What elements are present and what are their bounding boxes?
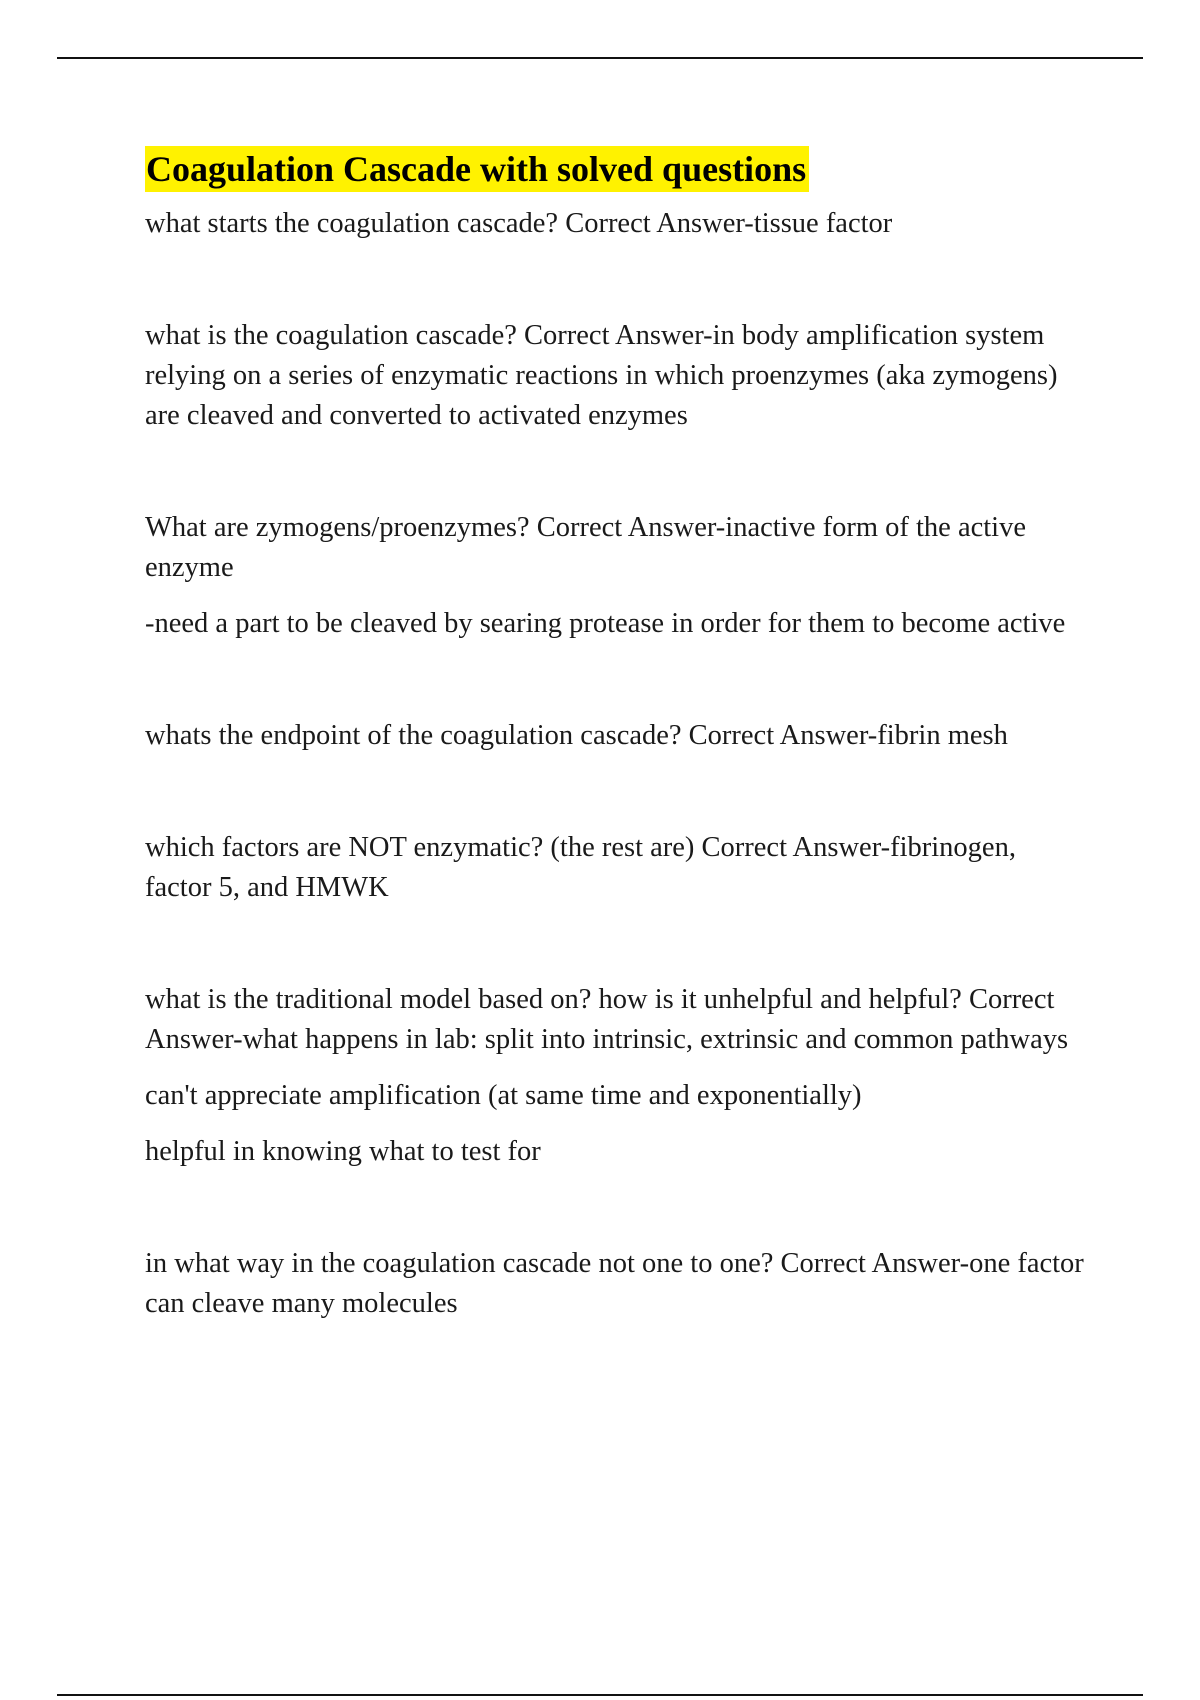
qa-note: can't appreciate amplification (at same time and exponentially) bbox=[145, 1080, 862, 1111]
qa-item bbox=[145, 1244, 1085, 1324]
qa-item bbox=[145, 828, 1085, 908]
qa-text: which factors are NOT enzymatic? (the rest are) Correct Answer-fibrinogen, factor 5, and HMWK bbox=[145, 832, 1016, 903]
qa-text: What are zymogens/proenzymes? Correct Answer-inactive form of the active enzyme bbox=[145, 512, 1026, 583]
qa-text: in what way in the coagulation cascade not one to one? Correct Answer-one factor can cleave many molecules bbox=[145, 1248, 1084, 1319]
top-rule bbox=[57, 57, 1143, 59]
qa-text: what is the coagulation cascade? Correct Answer-in body amplification system relying on a series of enzymatic reactions in which proenzymes (aka zymogens) are cleaved and converted to activated enzymes bbox=[145, 320, 1058, 431]
qa-text: whats the endpoint of the coagulation cascade? Correct Answer-fibrin mesh bbox=[145, 720, 1008, 751]
bottom-rule bbox=[57, 1694, 1143, 1696]
qa-note: -need a part to be cleaved by searing protease in order for them to become active bbox=[145, 608, 1066, 639]
qa-item bbox=[145, 508, 1085, 644]
document-title: Coagulation Cascade with solved questions bbox=[145, 146, 809, 192]
qa-text: what is the traditional model based on? how is it unhelpful and helpful? Correct Answer-what happens in lab: split into intrinsic, extrinsic and common pathways bbox=[145, 984, 1069, 1055]
qa-note: helpful in knowing what to test for bbox=[145, 1136, 541, 1167]
qa-item bbox=[145, 980, 1085, 1172]
qa-text: what starts the coagulation cascade? Correct Answer-tissue factor bbox=[145, 208, 893, 239]
qa-item bbox=[145, 316, 1085, 436]
qa-item bbox=[145, 204, 1085, 244]
document-body bbox=[145, 146, 1085, 1324]
qa-item bbox=[145, 716, 1085, 756]
